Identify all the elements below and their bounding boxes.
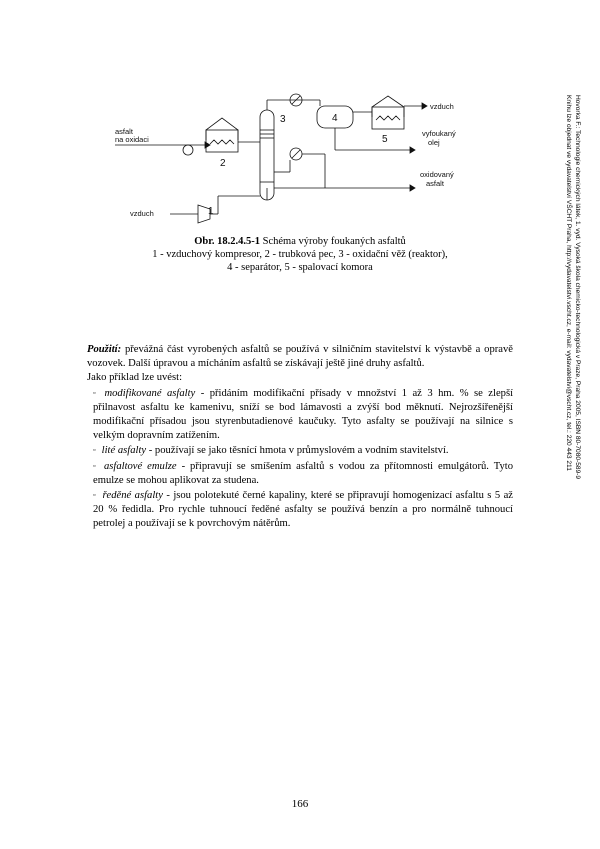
bullet-icon: ▫ bbox=[93, 388, 96, 397]
list-item-text: - používají se jako těsnící hmota v průmyslovém a vodním stavitelství. bbox=[146, 445, 449, 457]
oxidation-tower-icon bbox=[260, 100, 274, 200]
caption-legend-line-1: 1 - vzduchový kompresor, 2 - trubková pec, 3 - oxidační věž (reaktor), bbox=[152, 249, 448, 260]
citation-line-2: Knihu lze objednat ve vydavatelství VŠCHT Praha, http://vydavatelstvi.vscht.cz, e-mail: vydavatelstvi@vscht.cz, tel.: 220 443 211 bbox=[565, 95, 572, 471]
list-item bbox=[87, 386, 513, 444]
tube-furnace-icon bbox=[206, 118, 238, 152]
list-item-text: - jsou polotekuté černé kapaliny, které se připravují homogenizací asfaltu s 5 až 20 % ředidla. Pro rychle tuhnoucí ředěné asfalty se používá benzín a pro normálně tuhnoucí petrolej a používají se k povrchovým nátěrům. bbox=[93, 490, 513, 530]
bullet-icon: ▫ bbox=[93, 446, 96, 455]
figure-caption bbox=[115, 235, 485, 274]
bullet-icon: ▫ bbox=[93, 461, 96, 470]
list-item-term: lité asfalty bbox=[101, 445, 147, 457]
label-vyfoukany: vyfoukaný bbox=[422, 129, 456, 138]
list-item-text: - přidáním modifikační přísady v množství 1 až 3 hm. % se zlepší přilnavost asfaltu ke kamenivu, sníží se bod lámavosti a zvýší bod měknutí. Nejrozšířenější modifikační přísadou jsou styrenbutadienové kaučuky. Tyto asfalty se používají na silnice s velkým dopravním zatížením. bbox=[93, 387, 514, 442]
side-citation bbox=[565, 95, 582, 480]
combustion-chamber-icon bbox=[372, 96, 404, 129]
label-oxidovany: oxidovaný bbox=[420, 170, 454, 179]
list-item bbox=[87, 488, 513, 532]
citation-line-1: Hovorka F.: Technologie chemických látek, 1. vyd. Vysoká škola chemicko-technologická v Praze, Praha 2005, ISBN 80-7080-589-9 bbox=[574, 95, 581, 480]
page-number: 166 bbox=[291, 798, 309, 810]
list-item-term: ředěné asfalty bbox=[102, 490, 163, 502]
caption-figure-title: Schéma výroby foukaných asfaltů bbox=[260, 236, 406, 247]
number-4: 4 bbox=[332, 113, 338, 124]
intro-line: Jako příklad lze uvést: bbox=[87, 372, 183, 384]
list-item-term: modifikované asfalty bbox=[104, 387, 196, 399]
label-vzduch-in: vzduch bbox=[130, 209, 154, 218]
number-1: 1 bbox=[208, 206, 214, 217]
caption-title bbox=[115, 235, 485, 248]
list-item-text: - připravují se smíšením asfaltů s vodou za přítomnosti emulgátorů. Tyto emulze se mohou aplikovat za studena. bbox=[93, 460, 513, 486]
list-item bbox=[87, 459, 513, 488]
number-2: 2 bbox=[220, 158, 226, 169]
label-vzduch-out: vzduch bbox=[430, 102, 454, 111]
process-diagram bbox=[110, 92, 482, 232]
feed-pump-icon bbox=[183, 145, 193, 155]
label-asfalt: asfalt bbox=[115, 127, 133, 136]
caption-figure-number: Obr. 18.2.4.5-1 bbox=[194, 236, 261, 247]
list-item bbox=[87, 443, 513, 458]
label-oxidovany-asfalt: asfalt bbox=[426, 179, 444, 188]
use-text: převážná část vyrobených asfaltů se používá v silničním stavitelství k výstavbě a opravě vozovek. Další úpravou a mícháním asfaltů se získávají ještě jiné druhy asfaltů. bbox=[87, 344, 513, 370]
label-na-oxidaci: na oxidaci bbox=[115, 135, 149, 144]
body-text bbox=[87, 343, 513, 532]
number-5: 5 bbox=[382, 134, 388, 145]
caption-legend-line-2: 4 - separátor, 5 - spalovací komora bbox=[227, 262, 373, 273]
list-item-term: asfaltové emulze bbox=[103, 460, 177, 472]
use-paragraph bbox=[87, 343, 513, 371]
bullet-icon: ▫ bbox=[93, 491, 96, 500]
label-olej: olej bbox=[428, 138, 440, 147]
number-3: 3 bbox=[280, 114, 286, 125]
use-label: Použití: bbox=[87, 344, 122, 355]
